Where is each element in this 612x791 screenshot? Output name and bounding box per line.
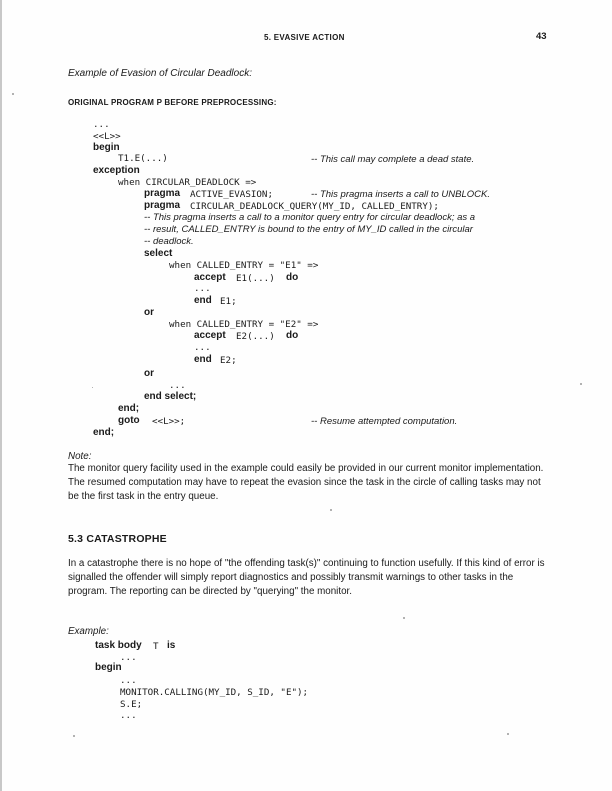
scan-speck xyxy=(580,383,582,385)
scan-speck xyxy=(403,617,405,619)
code-line: ... xyxy=(120,675,137,686)
code-line: <<L>> xyxy=(93,131,121,142)
example-caption: Example of Evasion of Circular Deadlock: xyxy=(68,68,252,79)
code-keyword: is xyxy=(167,640,176,651)
code-line: ... xyxy=(194,342,211,353)
code-line: T xyxy=(153,641,159,652)
code-keyword: end; xyxy=(118,403,140,414)
code-line: ... xyxy=(120,710,137,721)
code-line: T1.E(...) xyxy=(118,153,168,164)
code-keyword: goto xyxy=(118,415,140,426)
scan-speck xyxy=(12,93,14,95)
code-keyword: or xyxy=(144,368,154,379)
code-line: CIRCULAR_DEADLOCK_QUERY(MY_ID, CALLED_ENTRY); xyxy=(190,201,439,212)
running-title: 5. EVASIVE ACTION xyxy=(264,33,345,42)
scan-speck xyxy=(330,509,332,511)
code-comment: -- deadlock. xyxy=(144,236,194,247)
code-line: E2; xyxy=(220,355,237,366)
code-keyword: end select; xyxy=(144,391,197,402)
section-heading: 5.3 CATASTROPHE xyxy=(68,533,167,545)
note-paragraph: The monitor query facility used in the example could easily be provided in our current monitor implementation. The resumed computation may have to repeat the evasion since the task in the circle of calling tasks may not be the first task in the entry queue. xyxy=(68,463,544,502)
code-keyword: end; xyxy=(93,427,115,438)
code-line: when CALLED_ENTRY = "E1" => xyxy=(169,260,319,271)
section-paragraph: In a catastrophe there is no hope of "the offending task(s)" continuing to function usefully. If this kind of error is signalled the offender will simply report diagnostics and possibly transmit warnings to other tasks in the program. The reporting can be directed by "querying" the monitor. xyxy=(68,558,545,597)
code-line: ... xyxy=(169,380,186,391)
scan-speck xyxy=(73,735,75,737)
code-keyword: task body xyxy=(95,640,142,651)
code-line: E2(...) xyxy=(236,331,275,342)
code-keyword: accept xyxy=(194,272,226,283)
code-line: ACTIVE_EVASION; xyxy=(190,189,273,200)
scan-speck xyxy=(92,387,93,388)
code-keyword: pragma xyxy=(144,200,181,211)
code-line: ... xyxy=(120,652,137,663)
page-number: 43 xyxy=(536,31,547,42)
code-keyword: end xyxy=(194,295,212,306)
code-line: <<L>>; xyxy=(152,416,186,427)
code-line: when CALLED_ENTRY = "E2" => xyxy=(169,319,319,330)
code-comment: -- This pragma inserts a call to UNBLOCK. xyxy=(311,189,490,200)
code-comment: -- This call may complete a dead state. xyxy=(311,154,475,165)
scan-speck xyxy=(507,733,509,735)
note-label: Note: xyxy=(68,451,92,462)
code-line: when CIRCULAR_DEADLOCK => xyxy=(118,177,257,188)
code-line: E1; xyxy=(220,296,237,307)
code-line: ... xyxy=(93,119,110,130)
code-keyword: pragma xyxy=(144,188,181,199)
code-keyword: begin xyxy=(95,662,122,673)
code-keyword: do xyxy=(286,330,299,341)
code-keyword: exception xyxy=(93,165,140,176)
code-keyword: select xyxy=(144,248,173,259)
code-keyword: end xyxy=(194,354,212,365)
example-label: Example: xyxy=(68,626,109,637)
code-line: S.E; xyxy=(120,699,143,710)
scan-left-edge xyxy=(0,0,2,791)
code-comment: -- This pragma inserts a call to a monitor query entry for circular deadlock; as a xyxy=(144,212,476,223)
program-heading: ORIGINAL PROGRAM P BEFORE PREPROCESSING: xyxy=(68,98,277,107)
code-line: MONITOR.CALLING(MY_ID, S_ID, "E"); xyxy=(120,687,309,698)
code-keyword: begin xyxy=(93,142,120,153)
code-comment: -- result, CALLED_ENTRY is bound to the entry of MY_ID called in the circular xyxy=(144,224,473,235)
code-comment: -- Resume attempted computation. xyxy=(311,416,458,427)
code-keyword: do xyxy=(286,272,299,283)
code-keyword: or xyxy=(144,307,154,318)
code-keyword: accept xyxy=(194,330,226,341)
code-line: E1(...) xyxy=(236,273,275,284)
code-line: ... xyxy=(194,283,211,294)
